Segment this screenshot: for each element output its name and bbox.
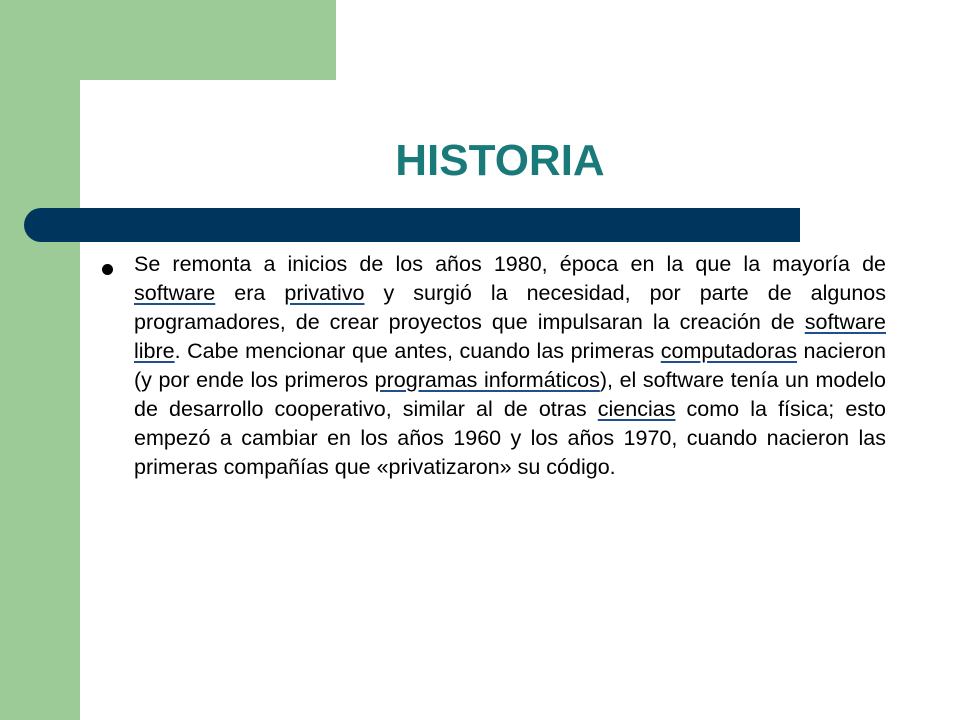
text-segment: Se remonta a inicios de los años 1980, época en la que la mayoría de bbox=[134, 252, 886, 276]
slide-title: HISTORIA bbox=[395, 136, 605, 185]
text-segment: y surgió la necesidad, por parte de algunos programadores, de crear proyectos que impulsaran la creación de bbox=[134, 281, 886, 334]
link-programas-informaticos[interactable]: programas informáticos bbox=[374, 368, 600, 392]
bullet-dot bbox=[102, 264, 113, 275]
accent-band-top bbox=[0, 0, 336, 80]
link-privativo[interactable]: privativo bbox=[284, 281, 365, 305]
link-computadoras[interactable]: computadoras bbox=[660, 339, 797, 363]
content-corner bbox=[80, 80, 140, 140]
link-software-libre[interactable]: software libre bbox=[134, 310, 886, 363]
text-segment: ), el software tenía un modelo de desarrollo cooperativo, similar al de otras bbox=[134, 368, 886, 421]
link-ciencias[interactable]: ciencias bbox=[597, 397, 676, 421]
bullet-paragraph bbox=[134, 250, 886, 482]
title-divider-bar bbox=[24, 208, 800, 242]
text-segment: nacieron (y por ende los primeros bbox=[134, 339, 886, 392]
link-software[interactable]: software bbox=[134, 281, 216, 305]
text-segment: era bbox=[215, 281, 285, 305]
accent-band-left bbox=[0, 0, 80, 720]
text-segment: . Cabe mencionar que antes, cuando las primeras bbox=[174, 339, 661, 363]
text-segment: como la física; esto empezó a cambiar en los años 1960 y los años 1970, cuando nacieron las primeras compañías que «privatizaron» su código. bbox=[134, 397, 886, 479]
